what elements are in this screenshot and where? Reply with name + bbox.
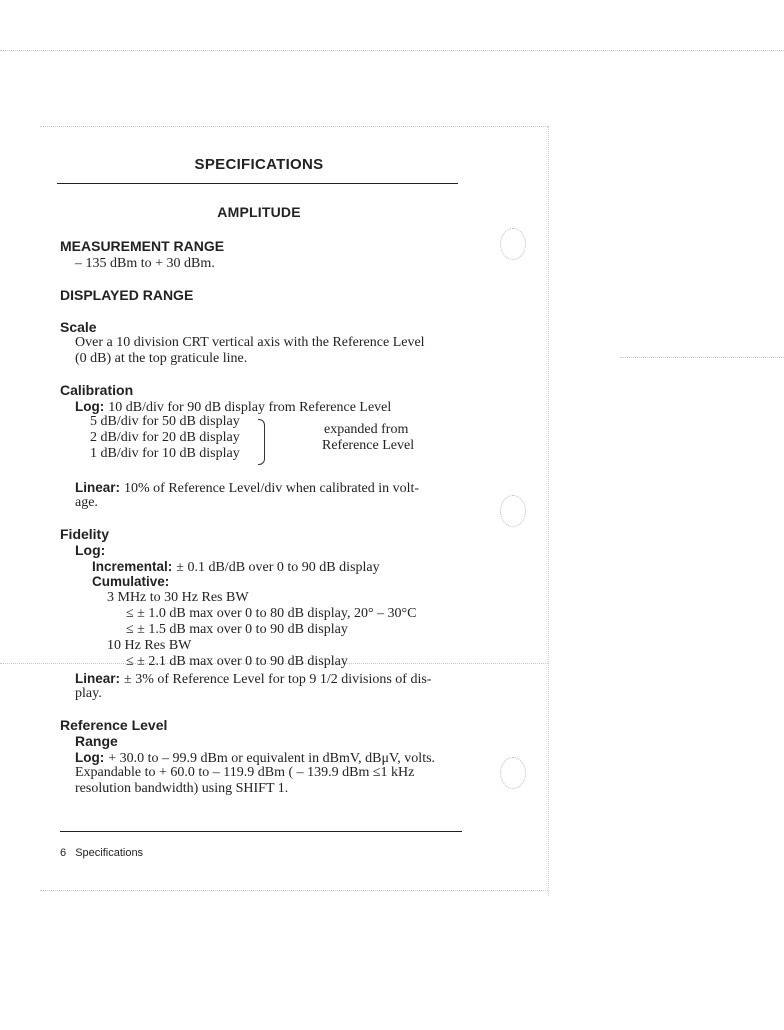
- fidelity-spec-3: ≤ ± 2.1 dB max over 0 to 90 dB display: [126, 654, 348, 669]
- calibration-log-item: 2 dB/div for 20 dB display: [90, 430, 240, 445]
- scan-artifact-upper-line: [40, 126, 548, 127]
- calibration-linear-text: 10% of Reference Level/div when calibrated in volt-: [124, 481, 420, 496]
- fidelity-linear-line: [75, 670, 431, 688]
- scale-line-2: (0 dB) at the top graticule line.: [75, 351, 248, 366]
- calibration-heading: Calibration: [60, 382, 134, 398]
- calibration-brace-note-2: Reference Level: [322, 438, 415, 453]
- title-rule: [57, 183, 458, 184]
- reference-level-log-text-3: resolution bandwidth) using SHIFT 1.: [75, 781, 289, 796]
- fidelity-res-bw-1: 3 MHz to 30 Hz Res BW: [107, 590, 249, 605]
- calibration-brace: [258, 419, 265, 465]
- fidelity-res-bw-2: 10 Hz Res BW: [107, 638, 192, 653]
- calibration-log-item: 1 dB/div for 10 dB display: [90, 446, 240, 461]
- measurement-range-heading: MEASUREMENT RANGE: [60, 238, 225, 254]
- calibration-log-text: 10 dB/div for 90 dB display from Reference Level: [108, 400, 392, 415]
- page-title: SPECIFICATIONS: [194, 156, 324, 173]
- calibration-log-item: 5 dB/div for 50 dB display: [90, 414, 240, 429]
- reference-level-log-text: + 30.0 to – 99.9 dBm or equivalent in dBmV, dBμV, volts.: [108, 751, 436, 766]
- fidelity-linear-text: ± 3% of Reference Level for top 9 1/2 divisions of dis-: [124, 672, 432, 687]
- footer-rule: [60, 831, 462, 832]
- calibration-linear-line: [75, 479, 419, 497]
- displayed-range-heading: DISPLAYED RANGE: [60, 287, 194, 303]
- calibration-log-label: Log:: [75, 399, 105, 414]
- calibration-brace-note-1: expanded from: [324, 422, 409, 437]
- footer: [60, 847, 143, 859]
- scan-artifact-page-edge: [548, 126, 549, 896]
- fidelity-spec-2: ≤ ± 1.5 dB max over 0 to 90 dB display: [126, 622, 348, 637]
- scale-heading: Scale: [60, 319, 97, 335]
- scan-artifact-bottom-line: [40, 890, 548, 891]
- fidelity-incremental-label: Incremental:: [92, 559, 173, 574]
- calibration-linear-label: Linear:: [75, 480, 121, 495]
- binder-hole-middle: [500, 495, 526, 527]
- reference-level-log-text-2: Expandable to + 60.0 to – 119.9 dBm ( – 139.9 dBm ≤1 kHz: [75, 765, 415, 780]
- footer-label: Specifications: [75, 847, 144, 859]
- reference-level-range-heading: Range: [75, 733, 118, 749]
- binder-hole-top: [500, 228, 526, 260]
- fidelity-log-heading: Log:: [75, 542, 106, 558]
- fidelity-cumulative-label: Cumulative:: [92, 574, 170, 589]
- reference-level-heading: Reference Level: [60, 717, 168, 733]
- fidelity-spec-1: ≤ ± 1.0 dB max over 0 to 80 dB display, 20° – 30°C: [126, 606, 417, 621]
- scan-artifact-top-line: [0, 50, 784, 51]
- scan-artifact-right-line: [620, 357, 784, 358]
- fidelity-heading: Fidelity: [60, 526, 110, 542]
- scale-line-1: Over a 10 division CRT vertical axis with the Reference Level: [75, 335, 425, 350]
- section-title: AMPLITUDE: [217, 204, 301, 220]
- measurement-range-text: – 135 dBm to + 30 dBm.: [75, 256, 215, 271]
- footer-page-number: 6: [60, 847, 67, 859]
- binder-hole-bottom: [500, 757, 526, 789]
- calibration-linear-text-2: age.: [75, 495, 98, 510]
- fidelity-linear-text-2: play.: [75, 686, 102, 701]
- reference-level-log-label: Log:: [75, 750, 105, 765]
- fidelity-incremental-text: ± 0.1 dB/dB over 0 to 90 dB display: [176, 560, 380, 575]
- fidelity-linear-label: Linear:: [75, 671, 121, 686]
